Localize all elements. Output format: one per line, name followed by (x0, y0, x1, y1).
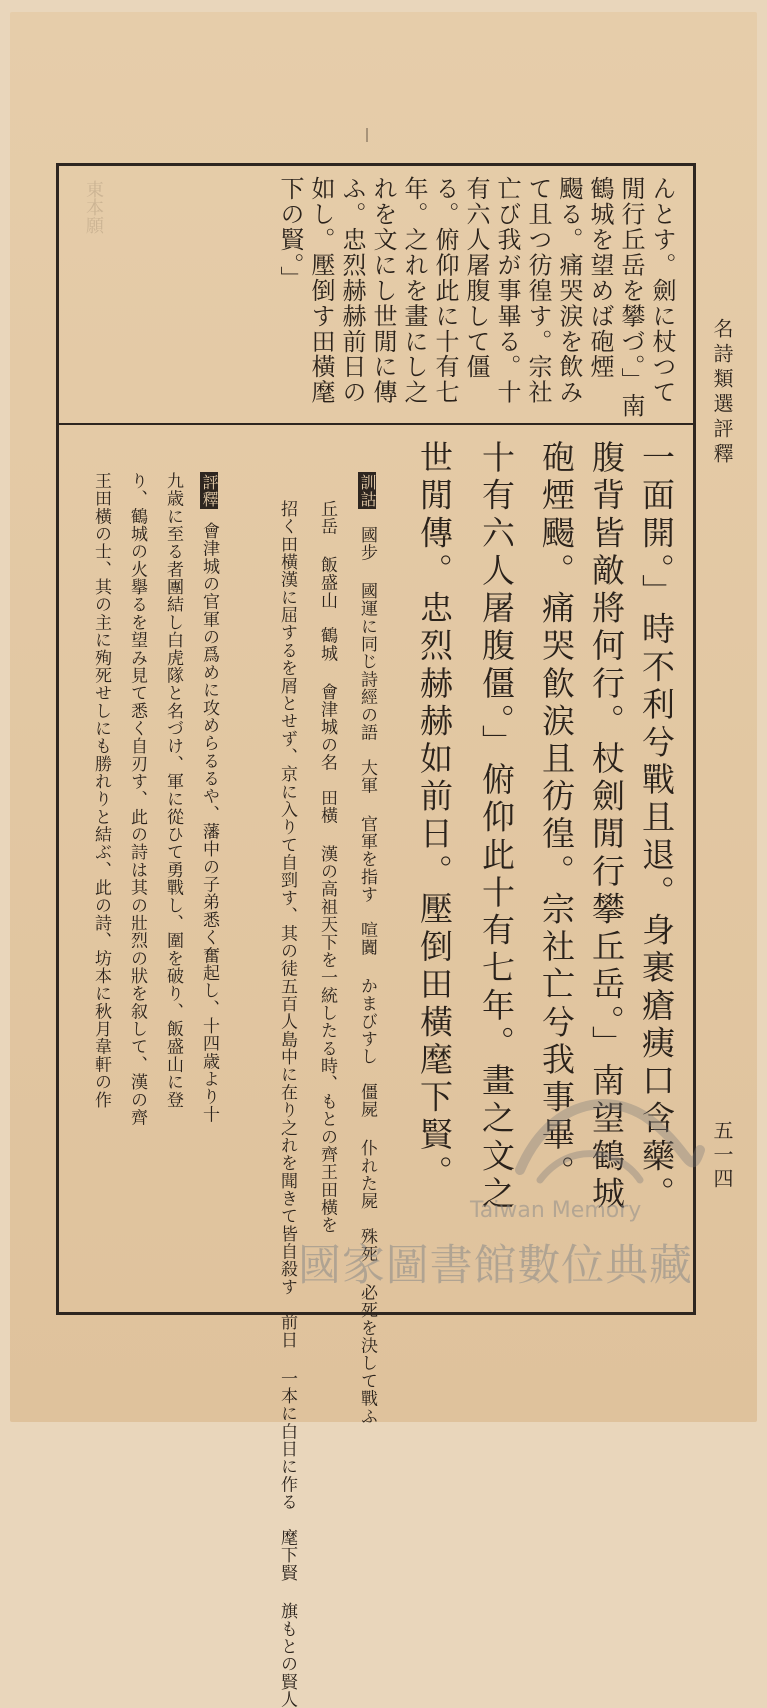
watermark-text: 國家圖書館數位典藏 (298, 1241, 693, 1291)
top-column: 有六人屠腹して僵 (462, 176, 490, 380)
poem-column: 世閒傳。忠烈赫赫如前日。壓倒田橫麾下賢。 (415, 440, 454, 1193)
top-column: 如し。壓倒す田橫麾 (307, 176, 335, 405)
poem-column: 一面開。」時不利兮戰且退。身裹瘡痍口含藥。 (637, 440, 676, 1214)
binding-mark (366, 128, 368, 142)
commentary-column: 九歳に至る者團結し白虎隊と名づけ、軍に從ひて勇戰し、圍を破り、飯盛山に登 (163, 472, 183, 1109)
top-column: 下の賢。」 (276, 176, 304, 292)
hyoshaku-heading (200, 472, 218, 515)
commentary-column: り、鶴城の火擧るを望み見て悉く自刃す、此の詩は其の壯烈の狀を叙して、漢の齊 (127, 472, 147, 1127)
top-column: 年。之れを畫にし之 (400, 176, 428, 405)
poem-column: 砲煙颺。痛哭飮涙且彷徨。宗社亡兮我事畢。 (537, 440, 576, 1193)
top-column: ふ。忠烈赫赫前日の (338, 176, 366, 405)
library-logo-watermark (500, 1060, 710, 1200)
note-column: 丘岳 飯盛山 鶴城 會津城の名 田橫 漢の高祖天下を一統したる時、もとの齊王田橫を (317, 500, 337, 1234)
faint-stamp: 東本願 (83, 180, 104, 234)
section-divider (59, 423, 693, 425)
top-column: 鶴城を望めば砲煙 (586, 176, 614, 380)
page-number: 五一四 (710, 1120, 734, 1192)
top-column: 閒行丘岳を攀づ。」南 (617, 176, 645, 419)
top-column: れを文にし世閒に傳 (369, 176, 397, 405)
top-column: んとす。劍に杖つて (648, 176, 676, 405)
commentary-column: 王田橫の士、其の主に殉死せしにも勝れりと結ぶ、此の詩、坊本に秋月韋軒の作 (91, 472, 111, 1109)
poem-column: 腹背皆敵將何行。杖劍閒行攀丘岳。」南望鶴城 (587, 440, 626, 1214)
kungo-tag: 訓詁 (358, 474, 377, 508)
top-column: る。俯仰此に十有七 (431, 176, 459, 405)
note-column: 招く田橫漢に屈するを屑とせず、京に入りて自剄す、其の徒五百人島中に在り之れを聞きて皆自殺す 前日 一本に白日に作る 麾下賢 旗もとの賢人 (277, 500, 297, 1708)
top-column: 颺る。痛哭涙を飲み (555, 176, 583, 405)
running-title: 名詩類選評釋 (710, 318, 734, 468)
commentary-column: 會津城の官軍の爲めに攻めらるるや、藩中の子弟悉く奮起し、十四歳より十 (199, 522, 219, 1124)
poem-column: 十有六人屠腹僵。」俯仰此十有七年。畫之文之 (477, 440, 516, 1214)
watermark-english: Taiwan Memory (470, 1198, 642, 1223)
kungo-heading (358, 472, 376, 515)
note-column: 國步 國運に同じ詩經の語 大軍 官軍を指す 喧闐 かまびすし 僵屍 仆れた屍 殊死 必死を決して戰ふ (357, 526, 377, 1425)
hyoshaku-tag: 評釋 (200, 474, 219, 508)
top-column: 亡び我が事畢る。十 (493, 176, 521, 405)
top-column: て且つ彷徨す。宗社 (524, 176, 552, 405)
